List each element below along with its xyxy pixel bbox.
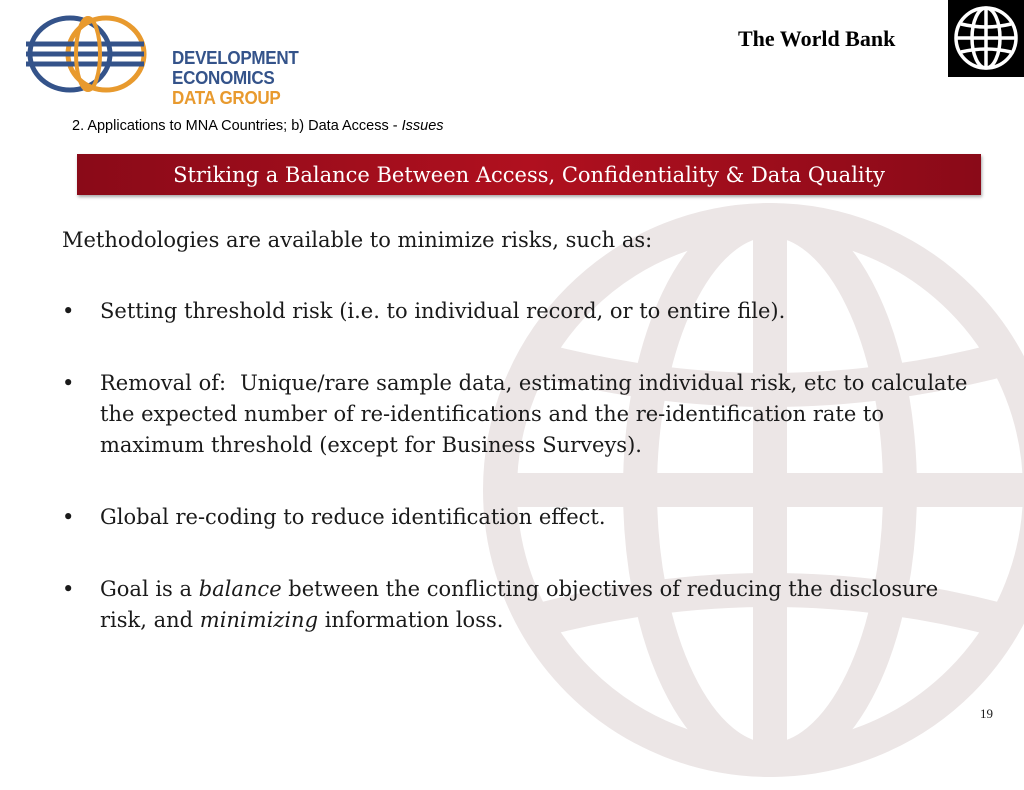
list-item	[62, 574, 972, 636]
breadcrumb-text: 2. Applications to MNA Countries; b) Data Access -	[72, 118, 402, 134]
bullet-emphasis: balance	[198, 577, 282, 601]
list-item	[62, 296, 972, 327]
breadcrumb-emphasis: Issues	[401, 118, 444, 134]
logo-line1: DEVELOPMENT ECONOMICS	[172, 47, 299, 88]
list-item	[62, 502, 972, 533]
bullet-label: Removal of:	[100, 371, 227, 395]
bullet-list	[62, 296, 972, 677]
logo-line2: DATA GROUP	[172, 87, 281, 108]
bullet-text: Unique/rare sample data, estimating individual risk, etc to calculate the expected number of re-identifications and the re-identification rate to maximum threshold (except for Business Surveys).	[100, 371, 968, 457]
bullet-marker: •	[62, 505, 75, 529]
world-bank-globe-icon	[948, 0, 1024, 77]
bullet-marker: •	[62, 577, 75, 601]
dec-globe-logo-icon	[22, 14, 152, 94]
breadcrumb	[72, 118, 444, 134]
bullet-text: information loss.	[318, 608, 504, 632]
world-bank-emblem	[948, 0, 1024, 77]
bullet-marker: •	[62, 299, 75, 323]
bullet-text: Global re-coding to reduce identification effect.	[100, 505, 606, 529]
page-number: 19	[980, 706, 993, 721]
bullet-text: Setting threshold risk (i.e. to individual record, or to entire file).	[100, 299, 786, 323]
slide-title: Striking a Balance Between Access, Confidentiality & Data Quality	[77, 154, 981, 195]
bullet-text: Goal is a	[100, 577, 199, 601]
org-name: The World Bank	[738, 26, 896, 51]
bullet-text: between the conflicting objectives of reducing the disclosure risk, and	[100, 577, 939, 632]
intro-text: Methodologies are available to minimize risks, such as:	[62, 228, 653, 252]
list-item	[62, 368, 972, 461]
bullet-marker: •	[62, 371, 75, 395]
dec-logo	[22, 14, 352, 108]
bullet-emphasis: minimizing	[199, 608, 319, 632]
